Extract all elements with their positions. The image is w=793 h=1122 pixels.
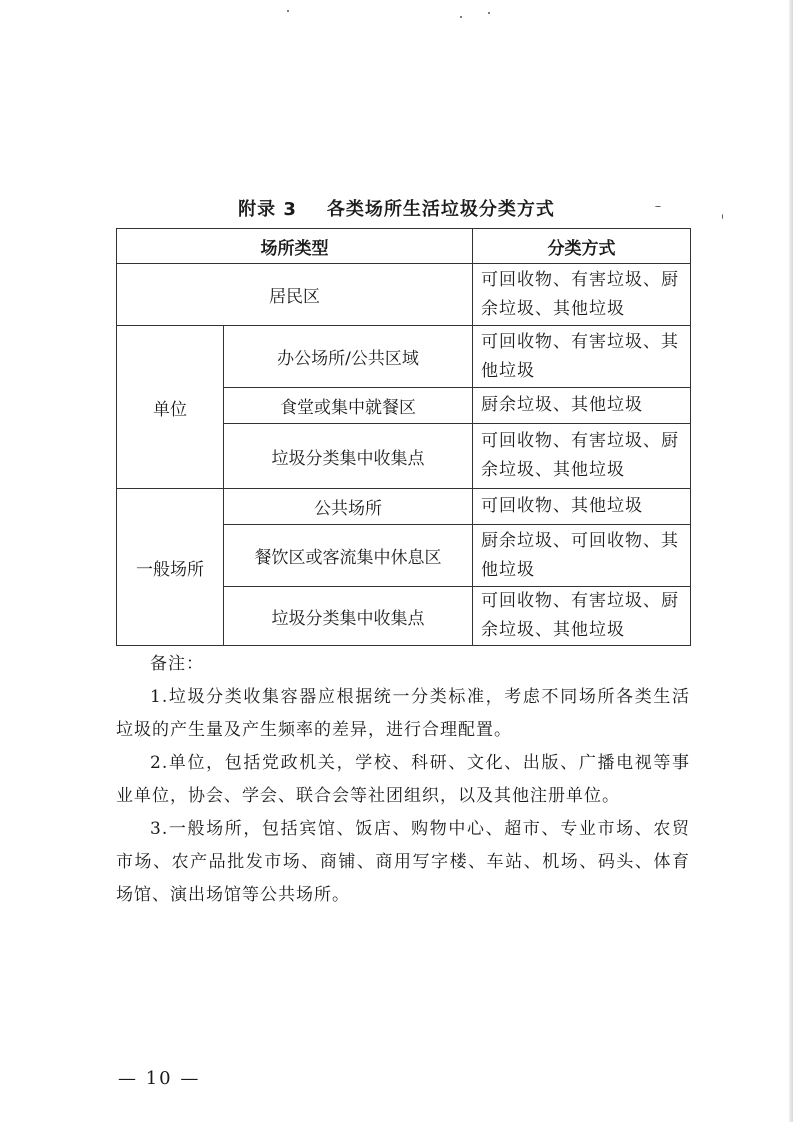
place-type-cell: 公共场所 [224,489,473,525]
table-row [117,264,691,326]
place-type-cell: 垃圾分类集中收集点 [224,424,473,489]
note-item: 1.垃圾分类收集容器应根据统一分类标准，考虑不同场所各类生活垃圾的产生量及产生频率的差异，进行合理配置。 [116,687,690,740]
table-header-row [117,229,691,264]
place-type-cell: 餐饮区或客流集中休息区 [224,525,473,587]
header-sort-method: 分类方式 [473,229,691,264]
sort-method-cell: 可回收物、有害垃圾、厨余垃圾、其他垃圾 [473,587,691,646]
classification-table [116,228,691,646]
group-label-public: 一般场所 [117,489,224,646]
table-row [117,489,691,525]
notes-section [116,648,690,912]
sort-method-cell: 可回收物、有害垃圾、其他垃圾 [473,326,691,388]
place-type-cell: 垃圾分类集中收集点 [224,587,473,646]
group-label-unit: 单位 [117,326,224,489]
sort-method-cell: 厨余垃圾、其他垃圾 [473,388,691,424]
sort-method-cell: 可回收物、有害垃圾、厨余垃圾、其他垃圾 [473,424,691,489]
scan-speck [460,16,462,18]
note-item: 2.单位，包括党政机关，学校、科研、文化、出版、广播电视等事业单位，协会、学会、联合会等社团组织，以及其他注册单位。 [116,753,690,806]
scan-speck [655,206,661,207]
table-row [117,326,691,388]
scan-edge-shadow [789,0,793,1122]
sort-method-cell: 厨余垃圾、可回收物、其他垃圾 [473,525,691,587]
page-number: — 10 — [118,1068,201,1089]
place-type-cell: 办公场所/公共区域 [224,326,473,388]
scan-speck [488,12,490,14]
note-item: 3.一般场所，包括宾馆、饭店、购物中心、超市、专业市场、农贸市场、农产品批发市场、商铺、商用写字楼、车站、机场、码头、体育场馆、演出场馆等公共场所。 [116,819,690,905]
notes-heading: 备注： [150,654,204,674]
appendix-title [0,195,793,221]
sort-method-cell: 可回收物、其他垃圾 [473,489,691,525]
appendix-title-text: 各类场所生活垃圾分类方式 [326,199,555,220]
place-type-cell: 食堂或集中就餐区 [224,388,473,424]
header-place-type: 场所类型 [117,229,473,264]
place-type-cell: 居民区 [117,264,473,326]
scan-speck [287,10,289,12]
sort-method-cell: 可回收物、有害垃圾、厨余垃圾、其他垃圾 [473,264,691,326]
appendix-label: 附录 3 [238,199,297,220]
scan-speck [722,214,723,219]
